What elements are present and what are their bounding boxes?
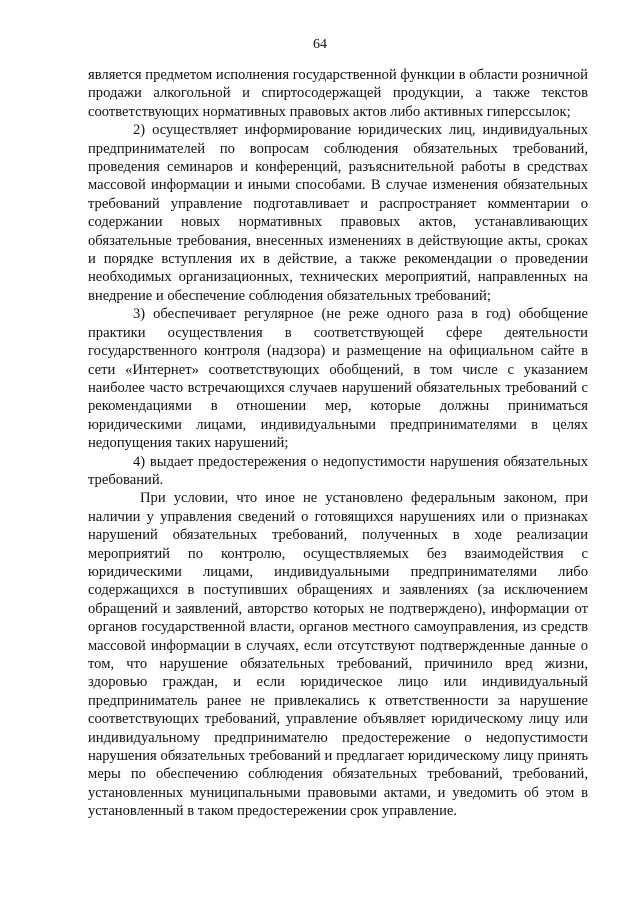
page-number: 64: [313, 37, 327, 52]
document-body: [88, 66, 588, 821]
paragraph-conditions: При условии, что иное не установлено федеральным законом, при наличии у управления сведений о готовящихся нарушениях или о признаках нарушений обязательных требований, полученных в ходе реализации мероприятий по контролю, осуществляемых без взаимодействия с юридическими лицами, индивидуальными предпринимателями либо содержащихся в поступивших обращениях и заявлениях (за исключением обращений и заявлений, авторство которых не подтверждено), информации от органов государственной власти, органов местного самоуправления, из средств массовой информации в случаях, если отсутствуют подтвержденные данные о том, что нарушение обязательных требований, причинило вред жизни, здоровью граждан, и если юридическое лицо или индивидуальный предприниматель ранее не привлекались к ответственности за нарушение соответствующих требований, управление объявляет юридическому лицу или индивидуальному предпринимателю предостережение о недопустимости нарушения обязательных требований и предлагает юридическому лицу принять меры по обеспечению соблюдения обязательных требований, требований, установленных муниципальными правовыми актами, и уведомить об этом в установленный в таком предостережении срок управление.: [88, 490, 588, 820]
paragraph-item-4: 4) выдает предостережения о недопустимости нарушения обязательных требований.: [88, 453, 588, 488]
paragraph-item-2: 2) осуществляет информирование юридических лиц, индивидуальных предпринимателей по вопросам соблюдения обязательных требований, проведения семинаров и конференций, разъяснительной работы в средствах массовой информации и иными способами. В случае изменения обязательных требований управление подготавливает и распространяет комментарии о содержании новых нормативных правовых актов, устанавливающих обязательные требования, внесенных изменениях в действующие акты, сроках и порядке вступления их в действие, а также рекомендации о проведении необходимых организационных, технических мероприятий, направленных на внедрение и обеспечение соблюдения обязательных требований;: [88, 122, 588, 304]
paragraph-item-3: 3) обеспечивает регулярное (не реже одного раза в год) обобщение практики осуществления в соответствующей сфере деятельности государственного контроля (надзора) и размещение на официальном сайте в сети «Интернет» соответствующих обобщений, в том числе с указанием наиболее часто встречающихся случаев нарушений обязательных требований с рекомендациями в отношении мер, которые должны приниматься юридическими лицами, индивидуальными предпринимателями в целях недопущения таких нарушений;: [88, 306, 588, 452]
paragraph-continuation: является предметом исполнения государственной функции в области розничной продажи алкогольной и спиртосодержащей продукции, а также текстов соответствующих нормативных правовых актов либо активных гиперссылок;: [88, 67, 588, 120]
